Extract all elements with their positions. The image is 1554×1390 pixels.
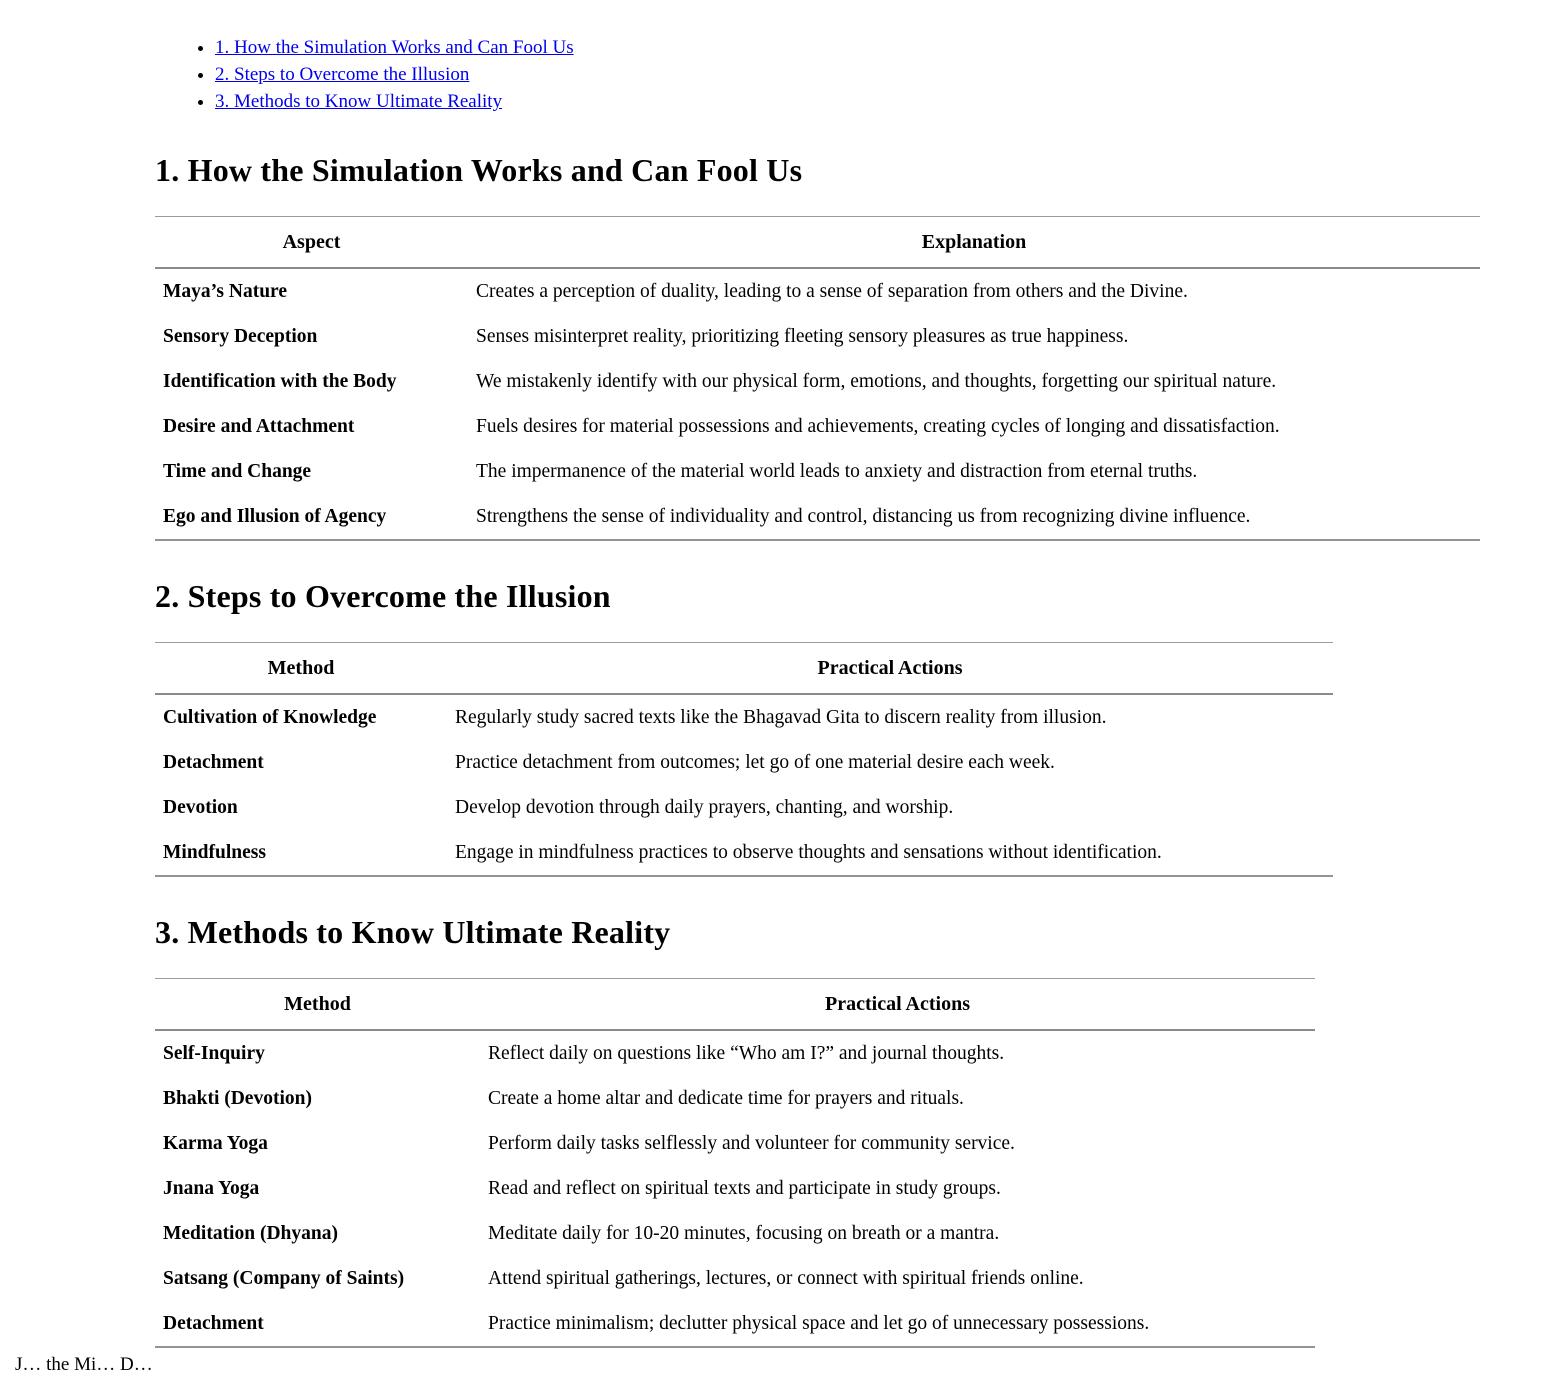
method-cell: Self-Inquiry — [163, 1043, 265, 1064]
aspect-cell: Time and Change — [163, 461, 312, 482]
table-row — [155, 1301, 1315, 1347]
explanation-cell: We mistakenly identify with our physical form, emotions, and thoughts, forgetting our spiritual nature. — [476, 371, 1277, 392]
actions-cell: Develop devotion through daily prayers, chanting, and worship. — [455, 797, 954, 818]
aspect-cell: Maya’s Nature — [163, 281, 288, 302]
toc-item — [215, 34, 1494, 61]
table-row — [155, 1076, 1315, 1121]
document-content — [0, 34, 1554, 1348]
table-row — [155, 1256, 1315, 1301]
explanation-cell: Strengthens the sense of individuality and control, distancing us from recognizing divine influence. — [476, 506, 1251, 527]
ultimate-reality-table — [155, 978, 1315, 1348]
table-row — [155, 268, 1480, 314]
table-row — [155, 404, 1480, 449]
table-row — [155, 1121, 1315, 1166]
actions-cell: Practice minimalism; declutter physical space and let go of unnecessary possessions. — [488, 1313, 1150, 1334]
table-row — [155, 494, 1480, 540]
method-cell: Devotion — [163, 797, 238, 818]
section-1-heading: 1. How the Simulation Works and Can Fool Us — [155, 152, 803, 188]
method-cell: Jnana Yoga — [163, 1178, 260, 1199]
column-header-practical-actions: Practical Actions — [447, 643, 1333, 695]
actions-cell: Regularly study sacred texts like the Bhagavad Gita to discern reality from illusion. — [455, 707, 1107, 728]
actions-cell: Attend spiritual gatherings, lectures, or connect with spiritual friends online. — [488, 1268, 1084, 1289]
aspect-cell: Sensory Deception — [163, 326, 318, 347]
table-row — [155, 830, 1333, 876]
table-row — [155, 449, 1480, 494]
actions-cell: Meditate daily for 10-20 minutes, focusing on breath or a mantra. — [488, 1223, 1000, 1244]
table-header-row — [155, 643, 1333, 695]
table-row — [155, 1166, 1315, 1211]
table-row — [155, 359, 1480, 404]
actions-cell: Read and reflect on spiritual texts and participate in study groups. — [488, 1178, 1001, 1199]
table-row — [155, 740, 1333, 785]
aspects-explanations-table — [155, 216, 1480, 541]
method-cell: Bhakti (Devotion) — [163, 1088, 312, 1109]
toc-item — [215, 61, 1494, 88]
toc-link-section-2[interactable]: 2. Steps to Overcome the Illusion — [215, 64, 470, 85]
actions-cell: Practice detachment from outcomes; let go of one material desire each week. — [455, 752, 1055, 773]
aspect-cell: Ego and Illusion of Agency — [163, 506, 387, 527]
explanation-cell: Senses misinterpret reality, prioritizing fleeting sensory pleasures as true happiness. — [476, 326, 1129, 347]
overcome-illusion-table — [155, 642, 1333, 877]
table-row — [155, 694, 1333, 740]
method-cell: Meditation (Dhyana) — [163, 1223, 338, 1244]
table-row — [155, 1211, 1315, 1256]
column-header-practical-actions: Practical Actions — [480, 979, 1315, 1031]
column-header-aspect: Aspect — [155, 217, 468, 269]
actions-cell: Engage in mindfulness practices to observe thoughts and sensations without identification. — [455, 842, 1162, 863]
actions-cell: Reflect daily on questions like “Who am I?” and journal thoughts. — [488, 1043, 1005, 1064]
toc-link-section-3[interactable]: 3. Methods to Know Ultimate Reality — [215, 91, 503, 112]
table-row — [155, 314, 1480, 359]
method-cell: Mindfulness — [163, 842, 266, 863]
table-header-row — [155, 979, 1315, 1031]
method-cell: Karma Yoga — [163, 1133, 268, 1154]
actions-cell: Perform daily tasks selflessly and volunteer for community service. — [488, 1133, 1015, 1154]
method-cell: Detachment — [163, 1313, 264, 1334]
table-row — [155, 1030, 1315, 1076]
actions-cell: Create a home altar and dedicate time for prayers and rituals. — [488, 1088, 964, 1109]
table-header-row — [155, 217, 1480, 269]
explanation-cell: The impermanence of the material world leads to anxiety and distraction from eternal truths. — [476, 461, 1198, 482]
explanation-cell: Fuels desires for material possessions and achievements, creating cycles of longing and dissatisfaction. — [476, 416, 1280, 437]
column-header-method: Method — [155, 979, 480, 1031]
method-cell: Detachment — [163, 752, 264, 773]
aspect-cell: Identification with the Body — [163, 371, 397, 392]
toc-link-section-1[interactable]: 1. How the Simulation Works and Can Fool Us — [215, 37, 574, 58]
section-3-heading: 3. Methods to Know Ultimate Reality — [155, 914, 671, 950]
explanation-cell: Creates a perception of duality, leading to a sense of separation from others and the Divine. — [476, 281, 1188, 302]
column-header-explanation: Explanation — [468, 217, 1480, 269]
aspect-cell: Desire and Attachment — [163, 416, 355, 437]
method-cell: Cultivation of Knowledge — [163, 707, 377, 728]
table-of-contents — [155, 34, 1494, 115]
column-header-method: Method — [155, 643, 447, 695]
clipped-text-fragment: J… the Mi… D… — [15, 1354, 153, 1375]
section-2-heading: 2. Steps to Overcome the Illusion — [155, 578, 611, 614]
toc-item — [215, 88, 1494, 115]
method-cell: Satsang (Company of Saints) — [163, 1268, 405, 1289]
table-row — [155, 785, 1333, 830]
